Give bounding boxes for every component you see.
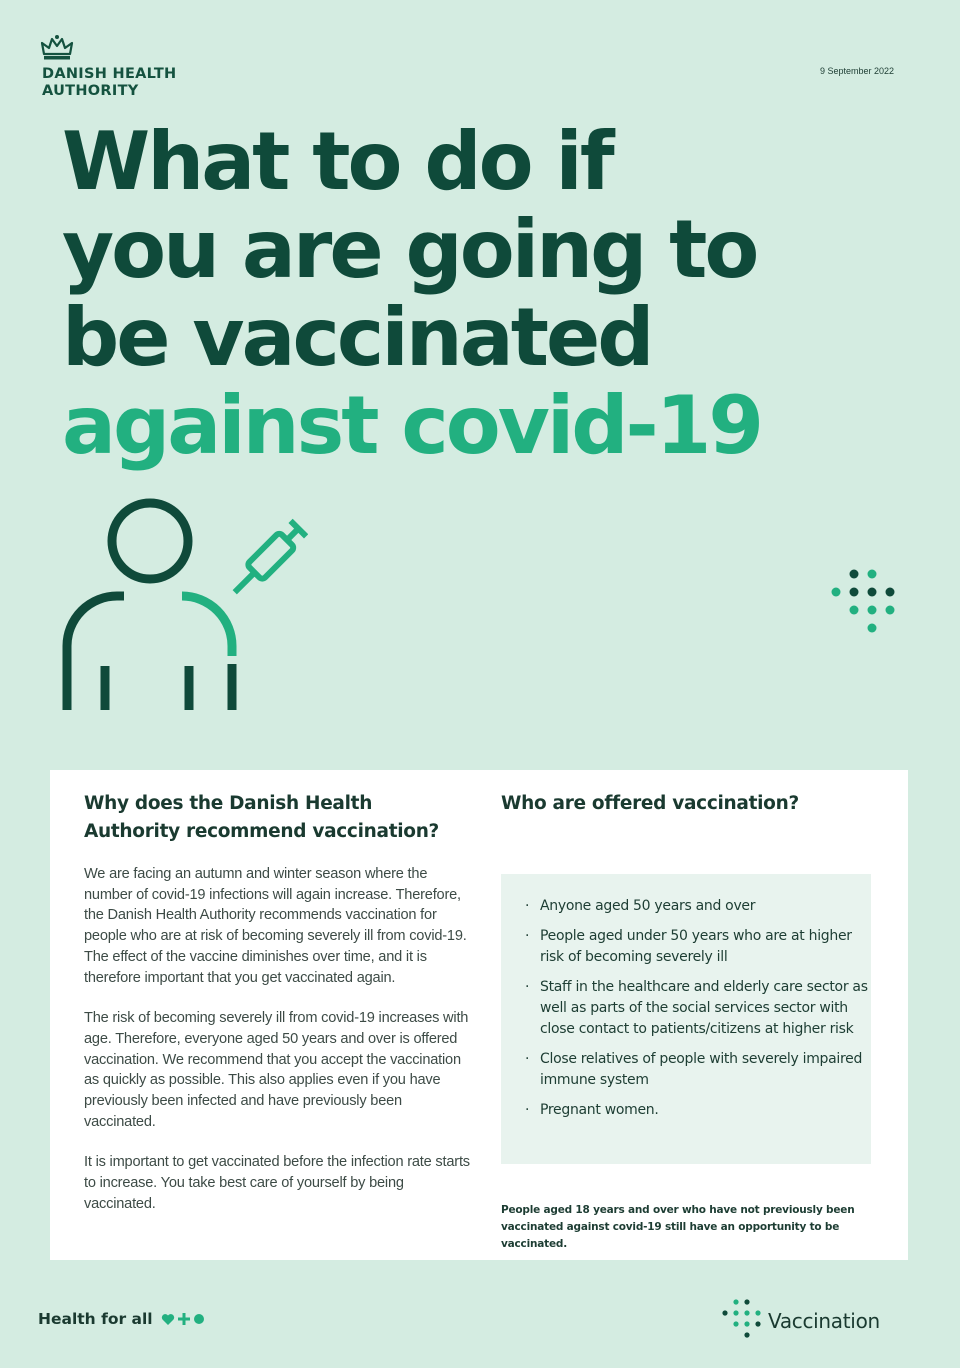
paragraph-3: It is important to get vaccinated before the infection rate starts to increase. You take best care of yourself by being vaccinated. — [84, 1154, 470, 1212]
title-line-1: What to do if — [62, 115, 612, 208]
circle-icon — [193, 1313, 205, 1325]
paragraph-2: The risk of becoming severely ill from covid-19 increases with age. Therefore, everyone aged 50 years and over is offered vaccination. We recommend that you accept the vaccination as quickly as possible. This also applies even if you have previously been infected and have previously been vaccinated. — [84, 1010, 469, 1130]
footer-slogan — [38, 1310, 205, 1328]
footnote: People aged 18 years and over who have not previously been vaccinated against covid-19 still have an opportunity to be vaccinated. — [501, 1204, 855, 1250]
publication-date: 9 September 2022 — [819, 66, 894, 76]
list-item: · Staff in the healthcare and elderly care sector as well as parts of the social services sector with close contact to patients/citizens at higher risk — [525, 979, 868, 1037]
footer-slogan-text: Health for all — [38, 1310, 153, 1328]
vaccination-brand — [716, 1298, 880, 1344]
who-offered-section — [501, 790, 876, 1250]
vaccination-dots-icon — [716, 1298, 762, 1344]
title-line-4: against covid-19 — [62, 379, 762, 472]
plus-icon — [177, 1312, 191, 1326]
page-title — [62, 115, 762, 472]
eligibility-list — [501, 874, 871, 1121]
person-vaccination-icon — [58, 496, 308, 716]
list-item: · Anyone aged 50 years and over — [525, 896, 871, 917]
title-line-3: be vaccinated — [62, 291, 652, 384]
title-line-2: you are going to — [62, 203, 757, 296]
org-name-line2: AUTHORITY — [42, 83, 139, 99]
why-vaccinate-heading: Why does the Danish Health Authority recommend vaccination? — [84, 793, 439, 842]
bullet-icon: · — [525, 979, 530, 995]
bullet-icon: · — [525, 898, 530, 914]
heart-icon — [161, 1313, 175, 1326]
bullet-icon: · — [525, 928, 530, 944]
bullet-icon: · — [525, 1051, 530, 1067]
crown-icon — [40, 34, 74, 62]
bullet-icon: · — [525, 1102, 530, 1118]
info-card — [50, 770, 908, 1260]
dot-pattern-icon — [828, 566, 900, 638]
list-item: · People aged under 50 years who are at higher risk of becoming severely ill — [525, 928, 852, 965]
paragraph-1: We are facing an autumn and winter season where the number of covid-19 infections will again increase. Therefore, the Danish Health Authority recommends vaccination for people who are at risk of becoming severely ill from covid-19. The effect of the vaccine diminishes over time, and it is therefore important that you get vaccinated again. — [84, 866, 467, 986]
why-vaccinate-section — [84, 790, 474, 1235]
eligibility-list-box — [501, 874, 871, 1164]
org-name-line1: DANISH HEALTH — [42, 66, 177, 82]
list-item: · Pregnant women. — [525, 1100, 871, 1121]
list-item: · Close relatives of people with severely impaired immune system — [525, 1051, 863, 1088]
who-offered-heading: Who are offered vaccination? — [501, 793, 799, 814]
vaccination-label: Vaccination — [768, 1309, 880, 1333]
